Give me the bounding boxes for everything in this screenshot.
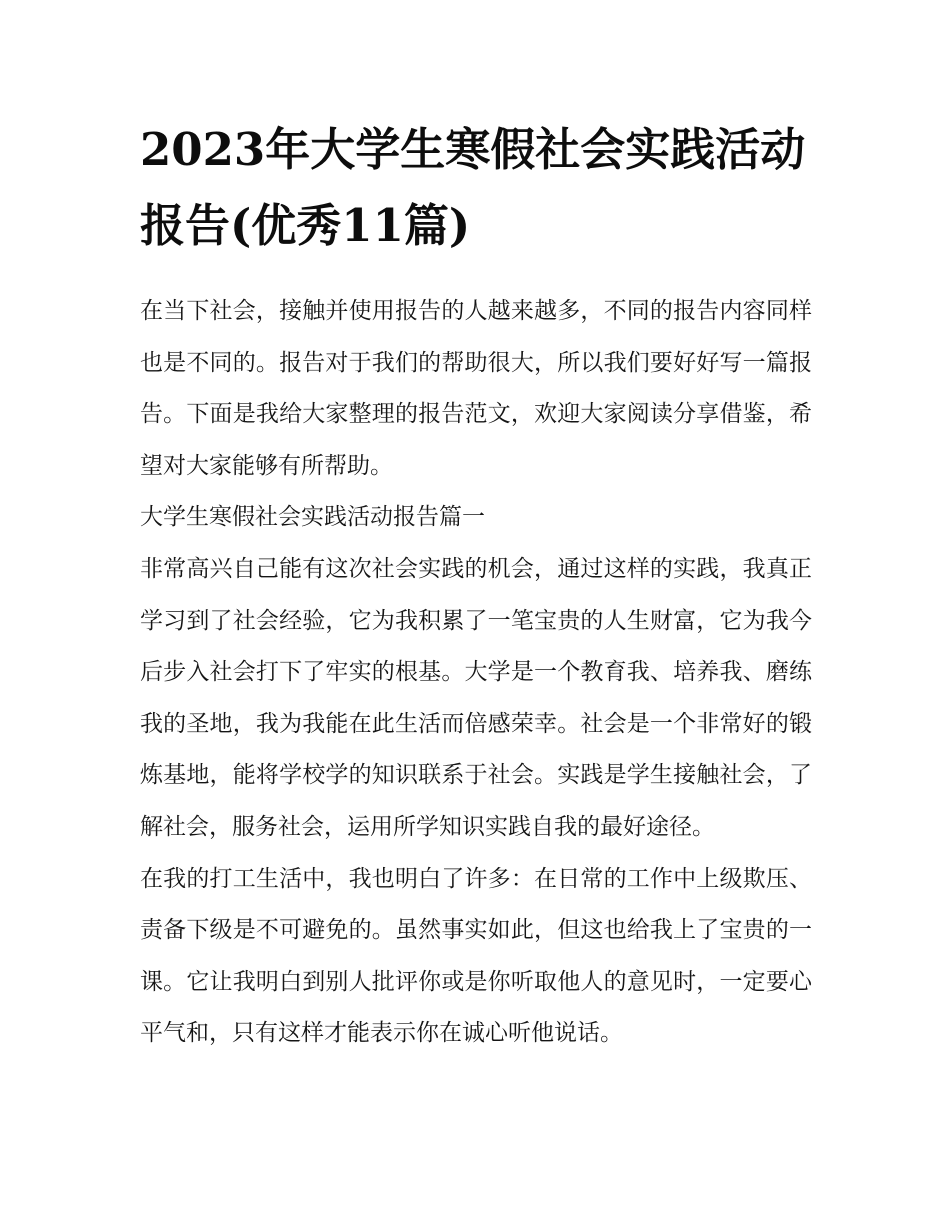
body-paragraph-2: 在我的打工生活中，我也明白了许多：在日常的工作中上级欺压、责备下级是不可避免的。虽然事实如此，但这也给我上了宝贵的一课。它让我明白到别人批评你或是你听取他人的意见时，一定要心平气和，只有这样才能表示你在诚心听他说话。 [140, 865, 812, 1047]
document-page [140, 112, 812, 1060]
section-heading: 大学生寒假社会实践活动报告篇一 [140, 504, 485, 531]
intro-paragraph: 在当下社会，接触并使用报告的人越来越多，不同的报告内容同样也是不同的。报告对于我们的帮助很大，所以我们要好好写一篇报告。下面是我给大家整理的报告范文，欢迎大家阅读分享借鉴，希望对大家能够有所帮助。 [140, 298, 812, 479]
document-title: 2023年大学生寒假社会实践活动报告(优秀11篇) [140, 123, 806, 252]
document-body [140, 286, 812, 1060]
body-paragraph-1: 非常高兴自己能有这次社会实践的机会，通过这样的实践，我真正学习到了社会经验，它为我积累了一笔宝贵的人生财富，它为我今后步入社会打下了牢实的根基。大学是一个教育我、培养我、磨练我的圣地，我为我能在此生活而倍感荣幸。社会是一个非常好的锻炼基地，能将学校学的知识联系于社会。实践是学生接触社会，了解社会，服务社会，运用所学知识实践自我的最好途径。 [140, 555, 812, 840]
